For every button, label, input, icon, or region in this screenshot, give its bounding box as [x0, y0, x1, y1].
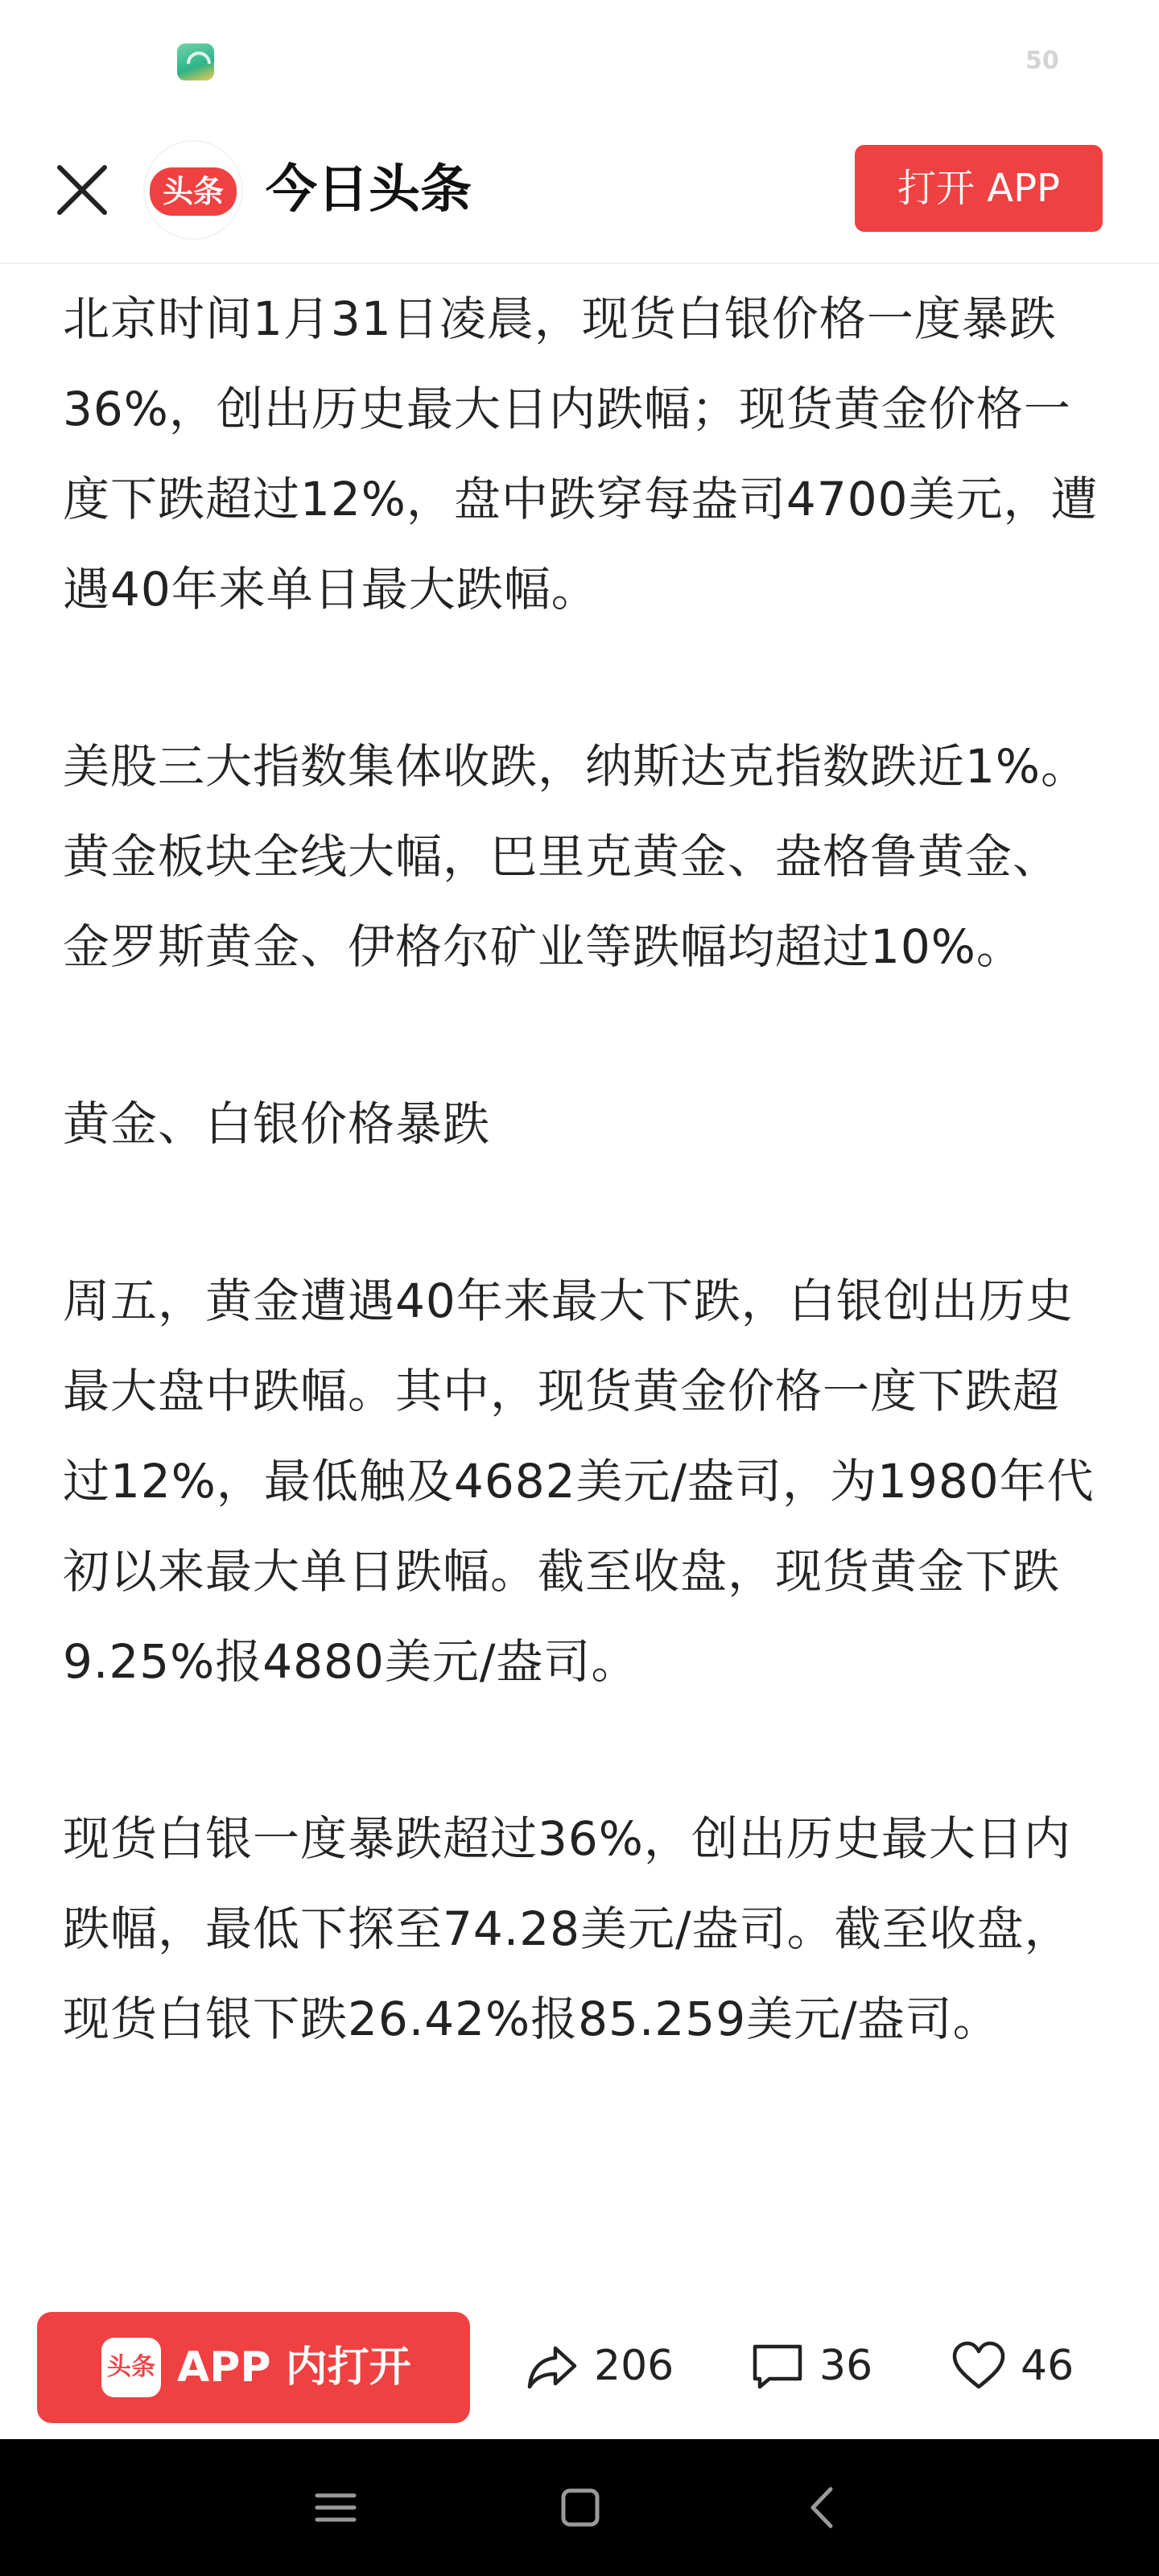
article-paragraph: 现货白银一度暴跌超过36%，创出历史最大日内跌幅，最低下探至74.28美元/盎司。截至收盘，现货白银下跌26.42%报85.259美元/盎司。: [63, 1811, 1072, 2046]
close-icon: [52, 159, 113, 221]
article-paragraph: 周五，黄金遭遇40年来最大下跌，白银创出历史最大盘中跌幅。其中，现货黄金价格一度下跌超过12%，最低触及4682美元/盎司，为1980年代初以来最大单日跌幅。截至收盘，现货黄金下跌9.25%报4880美元/盎司。: [63, 1274, 1095, 1689]
system-nav-bar: [0, 2439, 1159, 2576]
share-count: 206: [594, 2342, 674, 2390]
logo-text: 头条: [150, 167, 237, 216]
menu-icon: [307, 2479, 364, 2536]
wifi-app-icon: [177, 43, 214, 80]
article-paragraph: 北京时间1月31日凌晨，现货白银价格一度暴跌36%，创出历史最大日内跌幅；现货黄金价格一度下跌超过12%，盘中跌穿每盎司4700美元，遭遇40年来单日最大跌幅。: [63, 291, 1099, 617]
article-subheading: 黄金、白银价格暴跌: [63, 1096, 491, 1151]
share-icon: [523, 2337, 581, 2395]
app-header: [0, 137, 1159, 264]
like-count: 46: [1021, 2342, 1074, 2390]
article-paragraph: 美股三大指数集体收跌，纳斯达克指数跌近1%。黄金板块全线大幅，巴里克黄金、盎格鲁黄金、金罗斯黄金、伊格尔矿业等跌幅均超过10%。: [63, 739, 1089, 974]
back-icon: [795, 2479, 852, 2536]
battery-level: 50: [1025, 47, 1059, 75]
open-in-app-label: APP 内打开: [177, 2343, 411, 2392]
heart-icon: [950, 2337, 1008, 2395]
status-bar: [0, 0, 1159, 121]
home-button[interactable]: [552, 2479, 608, 2536]
app-name: 今日头条: [266, 160, 472, 220]
open-app-button[interactable]: 打开 APP: [855, 145, 1103, 232]
back-button[interactable]: [795, 2479, 852, 2536]
comment-button[interactable]: [749, 2330, 872, 2402]
toutiao-logo: [145, 142, 241, 238]
like-button[interactable]: [950, 2330, 1074, 2402]
action-bar: [0, 2294, 1159, 2439]
close-button[interactable]: [52, 159, 113, 221]
home-icon: [552, 2479, 608, 2536]
open-in-app-button[interactable]: [37, 2312, 470, 2423]
toutiao-small-logo: 头条: [101, 2338, 161, 2397]
share-button[interactable]: [523, 2330, 674, 2402]
article-body: [63, 274, 1101, 2151]
comment-icon: [749, 2337, 806, 2395]
menu-button[interactable]: [307, 2479, 364, 2536]
comment-count: 36: [819, 2342, 873, 2390]
